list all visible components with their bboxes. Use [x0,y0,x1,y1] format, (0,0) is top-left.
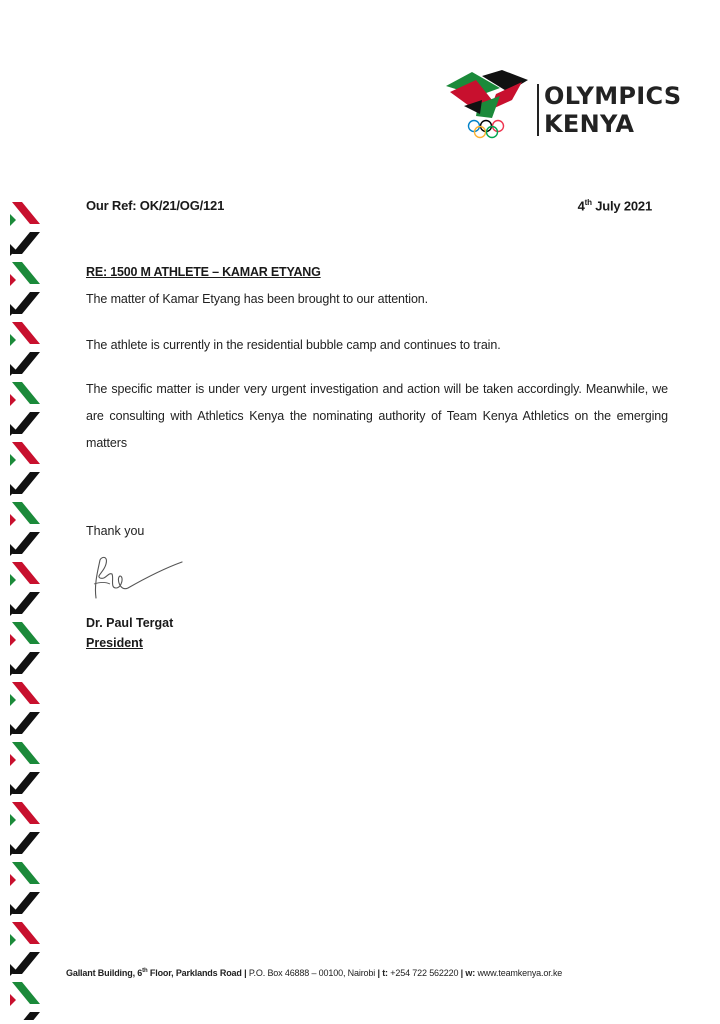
body-paragraph-3: The specific matter is under very urgent investigation and action will be taken accordingly. Meanwhile, we are consulting with Athletics Kenya the nominating authority of Team Kenya Athletics on the emerging matters [86,382,668,450]
border-pattern-stripe [12,832,40,854]
border-pattern-chevron [10,244,16,256]
date-suffix: th [584,198,592,207]
border-pattern-chevron [10,394,16,406]
border-pattern-chevron [10,754,16,766]
logo-line-olympics: OLYMPICS [544,82,682,110]
signer-title: President [86,636,143,650]
border-pattern-chevron [10,574,16,586]
footer-tel: +254 722 562220 [387,968,459,978]
letter-date [578,198,652,213]
border-pattern-chevron [10,334,16,346]
logo-emblem-icon [442,66,532,142]
footer-web-label: w: [465,968,476,978]
reference-number: Our Ref: OK/21/OG/121 [86,198,225,213]
border-pattern-chevron [10,424,16,436]
border-pattern-chevron [10,604,16,616]
border-pattern-stripe [12,352,40,374]
footer-separator: | [241,968,249,978]
border-pattern-chevron [10,634,16,646]
footer-tel-label: t: [382,968,388,978]
footer-address-part2: Floor, Parklands Road [147,968,242,978]
footer-website: www.teamkenya.or.ke [475,968,563,978]
handwritten-signature [86,548,186,606]
decorative-border-pattern [8,200,44,1020]
border-pattern-chevron [10,364,16,376]
border-pattern-stripe [12,802,40,824]
border-pattern-chevron [10,544,16,556]
border-pattern-chevron [10,814,16,826]
border-pattern-chevron [10,304,16,316]
footer-separator: | [458,968,466,978]
border-pattern-stripe [12,682,40,704]
border-pattern-chevron [10,484,16,496]
border-pattern-stripe [12,592,40,614]
border-pattern-stripe [12,622,40,644]
border-pattern-stripe [12,742,40,764]
border-pattern-stripe [12,322,40,344]
border-pattern-chevron [10,874,16,886]
border-pattern-chevron [10,994,16,1006]
logo-wordmark [544,82,681,138]
border-pattern-stripe [12,652,40,674]
footer-address-sup: th [142,968,148,974]
footer-contact [66,968,676,978]
closing-line: Thank you [86,524,145,538]
border-pattern-stripe [12,892,40,914]
border-pattern-stripe [12,862,40,884]
border-pattern-chevron [10,904,16,916]
border-pattern-stripe [12,772,40,794]
border-pattern-chevron [10,514,16,526]
logo-divider [537,84,539,136]
border-pattern-stripe [12,922,40,944]
border-pattern-chevron [10,214,16,226]
logo-line-kenya: KENYA [544,110,635,138]
border-pattern-stripe [12,232,40,254]
border-pattern-stripe [12,532,40,554]
border-pattern-stripe [12,382,40,404]
border-pattern-chevron [10,724,16,736]
border-pattern-stripe [12,442,40,464]
signer-name: Dr. Paul Tergat [86,616,174,630]
border-pattern-stripe [12,712,40,734]
border-pattern-chevron [10,274,16,286]
border-pattern-stripe [12,472,40,494]
border-pattern-stripe [12,262,40,284]
border-pattern-chevron [10,664,16,676]
footer-po-box: P.O. Box 46888 – 00100, Nairobi [248,968,376,978]
border-pattern-stripe [12,412,40,434]
border-pattern-chevron [10,784,16,796]
border-pattern-stripe [12,982,40,1004]
border-pattern-chevron [10,844,16,856]
border-pattern-stripe [12,1012,40,1020]
body-paragraph-2: The athlete is currently in the residential bubble camp and continues to train. [86,338,501,352]
footer-address-part1: Gallant Building, 6 [66,968,143,978]
border-pattern-stripe [12,562,40,584]
border-pattern-chevron [10,964,16,976]
date-day: 4 [577,198,585,214]
footer-address [66,968,242,978]
date-month-year: July 2021 [591,198,652,214]
body-paragraph-1: The matter of Kamar Etyang has been brought to our attention. [86,292,429,306]
footer-separator: | [375,968,383,978]
border-pattern-stripe [12,202,40,224]
border-pattern-chevron [10,694,16,706]
border-pattern-stripe [12,292,40,314]
letter-subject: RE: 1500 M ATHLETE – KAMAR ETYANG [86,265,321,279]
border-pattern-stripe [12,502,40,524]
olympics-kenya-logo [442,66,682,146]
border-pattern-chevron [10,934,16,946]
border-pattern-stripe [12,952,40,974]
border-pattern-chevron [10,454,16,466]
